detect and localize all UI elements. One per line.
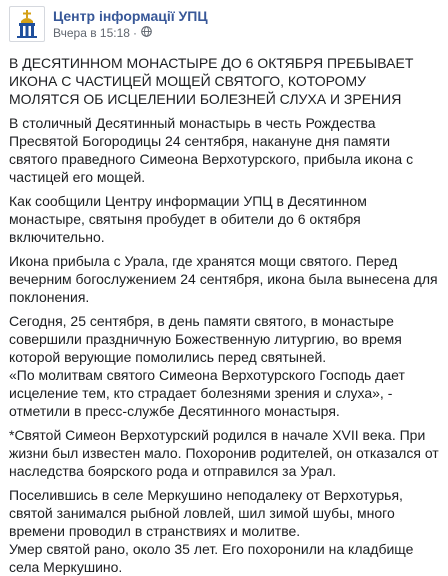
post-paragraph: Умер святой рано, около 35 лет. Его похоронили на кладбище села Меркушино. [9, 541, 414, 575]
page-avatar[interactable] [9, 6, 45, 42]
post-paragraph: Поселившись в селе Меркушино неподалеку от Верхотурья, святой занимался рыбной ловлей, шил зимой шубы, много времени проводил в странствиях и молитве. [9, 487, 403, 539]
post-quote: «По молитвам святого Симеона Верхотурского Господь дает исцеление тем, кто страдает болезнями зрения и слуха», - отметили в пресс-службе Десятинного монастыря. [9, 367, 405, 419]
page-name-link[interactable]: Центр інформації УПЦ [53, 7, 208, 24]
post-paragraph: В столичный Десятинный монастырь в честь Рождества Пресвятой Богородицы 24 сентября, накануне дня памяти святого праведного Симеона Верхотурского, прибыла икона с частицей его мощей. [9, 115, 414, 185]
post-meta [53, 8, 208, 41]
post-body [9, 54, 440, 576]
upc-logo-icon [12, 9, 42, 39]
post-paragraph: *Святой Симеон Верхотурский родился в начале XVII века. При жизни был известен мало. Похоронив родителей, он отказался от наследства боярского рода и отправился за Урал. [9, 427, 439, 479]
post-header [9, 6, 440, 42]
post-paragraph: Икона прибыла с Урала, где хранятся мощи святого. Перед вечерним богослужением 24 сентября, икона была вынесена для поклонения. [9, 253, 438, 305]
globe-icon[interactable] [141, 26, 152, 41]
post-headline: В ДЕСЯТИННОМ МОНАСТЫРЕ ДО 6 ОКТЯБРЯ ПРЕБЫВАЕТ ИКОНА С ЧАСТИЦЕЙ МОЩЕЙ СВЯТОГО, КОТОРОМУ МОЛЯТСЯ ОБ ИСЦЕЛЕНИИ БОЛЕЗНЕЙ СЛУХА И ЗРЕНИЯ [9, 55, 414, 107]
post-paragraph: Сегодня, 25 сентября, в день памяти святого, в монастыре совершили праздничную Божественную литургию, во время которой верующие помолились перед святыней. [9, 313, 402, 365]
meta-separator: · [132, 25, 137, 40]
post-timestamp[interactable]: Вчера в 15:18 [53, 25, 130, 40]
post-paragraph: Как сообщили Центру информации УПЦ в Десятинном монастыре, святыня пробудет в обители до 6 октября включительно. [9, 193, 367, 245]
post-time-row [53, 26, 208, 41]
